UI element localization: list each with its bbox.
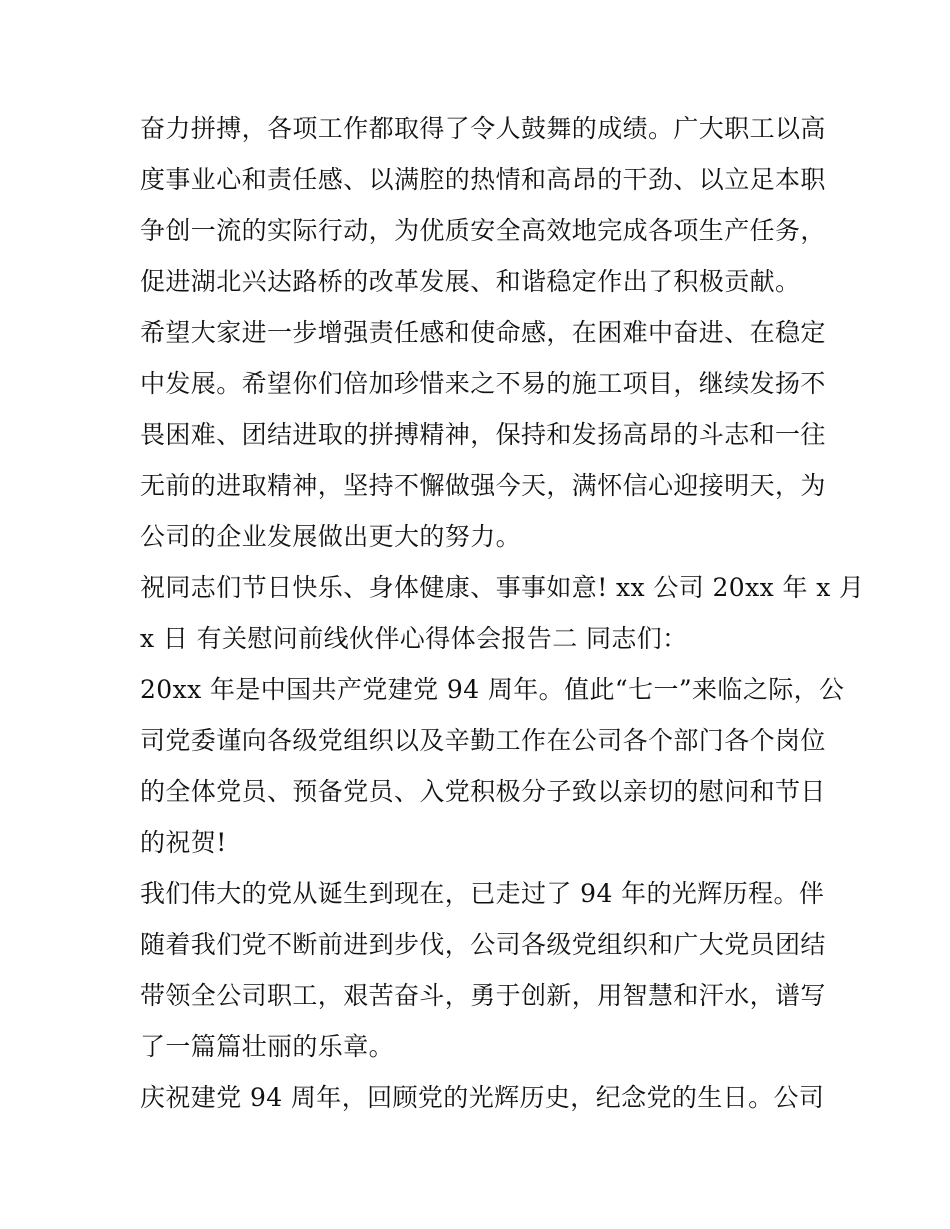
text-line: 的祝贺!	[140, 828, 227, 857]
text-line: 中发展。希望你们倍加珍惜来之不易的施工项目，继续发扬不	[140, 369, 826, 398]
text-line: 公司的企业发展做出更大的努力。	[140, 522, 522, 551]
text-line: 我们伟大的党从诞生到现在，已走过了 94 年的光辉历程。伴	[140, 879, 825, 908]
text-line: x 日 有关慰问前线伙伴心得体会报告二 同志们：	[140, 624, 688, 653]
text-line: 促进湖北兴达路桥的改革发展、和谐稳定作出了积极贡献。	[140, 267, 801, 296]
text-line: 20xx 年是中国共产党建党 94 周年。值此“七一”来临之际，公	[140, 675, 845, 704]
text-line: 司党委谨向各级党组织以及辛勤工作在公司各个部门各个岗位	[140, 726, 826, 755]
text-line: 畏困难、团结进取的拼搏精神，保持和发扬高昂的斗志和一往	[140, 420, 826, 449]
text-line: 争创一流的实际行动，为优质安全高效地完成各项生产任务，	[140, 216, 826, 245]
text-line: 庆祝建党 94 周年，回顾党的光辉历史，纪念党的生日。公司	[140, 1083, 825, 1112]
text-line: 希望大家进一步增强责任感和使命感，在困难中奋进、在稳定	[140, 318, 826, 347]
text-line: 的全体党员、预备党员、入党积极分子致以亲切的慰问和节日	[140, 777, 826, 806]
text-line: 祝同志们节日快乐、身体健康、事事如意! xx 公司 20xx 年 x 月	[140, 573, 865, 602]
text-line: 了一篇篇壮丽的乐章。	[140, 1032, 395, 1061]
text-line: 随着我们党不断前进到步伐，公司各级党组织和广大党员团结	[140, 930, 826, 959]
text-line: 无前的进取精神，坚持不懈做强今天，满怀信心迎接明天，为	[140, 471, 826, 500]
document-body	[140, 103, 865, 1123]
text-line: 奋力拼搏，各项工作都取得了令人鼓舞的成绩。广大职工以高	[140, 114, 826, 143]
text-line: 度事业心和责任感、以满腔的热情和高昂的干劲、以立足本职	[140, 165, 826, 194]
text-line: 带领全公司职工，艰苦奋斗，勇于创新，用智慧和汗水，谱写	[140, 981, 826, 1010]
